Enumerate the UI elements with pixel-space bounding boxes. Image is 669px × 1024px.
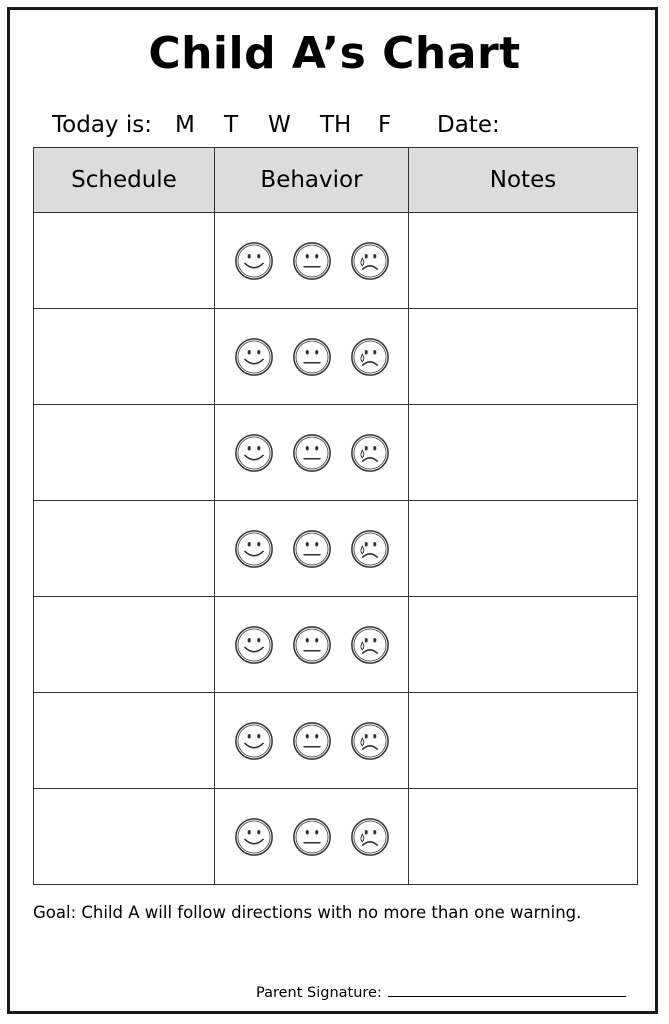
neutral-face-icon[interactable] bbox=[291, 624, 333, 666]
behavior-cell bbox=[215, 693, 409, 789]
behavior-chart-table bbox=[33, 147, 638, 885]
behavior-faces bbox=[215, 720, 408, 762]
notes-cell[interactable] bbox=[409, 501, 638, 597]
neutral-face-icon[interactable] bbox=[291, 432, 333, 474]
signature-label: Parent Signature: bbox=[256, 985, 382, 1001]
behavior-cell bbox=[215, 213, 409, 309]
parent-signature bbox=[256, 984, 626, 1001]
schedule-header: Schedule bbox=[34, 148, 215, 213]
day-tuesday[interactable]: T bbox=[224, 112, 239, 138]
happy-face-icon[interactable] bbox=[233, 432, 275, 474]
behavior-faces bbox=[215, 816, 408, 858]
behavior-faces bbox=[215, 240, 408, 282]
neutral-face-icon[interactable] bbox=[291, 240, 333, 282]
neutral-face-icon[interactable] bbox=[291, 720, 333, 762]
happy-face-icon[interactable] bbox=[233, 240, 275, 282]
notes-cell[interactable] bbox=[409, 405, 638, 501]
day-friday[interactable]: F bbox=[378, 112, 392, 138]
chart-title: Child A’s Chart bbox=[148, 28, 521, 79]
neutral-face-icon[interactable] bbox=[291, 528, 333, 570]
sad-face-icon[interactable] bbox=[349, 816, 391, 858]
table-row bbox=[34, 693, 638, 789]
day-wednesday[interactable]: W bbox=[268, 112, 291, 138]
behavior-faces bbox=[215, 624, 408, 666]
sad-face-icon[interactable] bbox=[349, 624, 391, 666]
notes-header: Notes bbox=[409, 148, 638, 213]
happy-face-icon[interactable] bbox=[233, 816, 275, 858]
schedule-cell[interactable] bbox=[34, 309, 215, 405]
day-thursday[interactable]: TH bbox=[320, 112, 352, 138]
schedule-cell[interactable] bbox=[34, 693, 215, 789]
behavior-header: Behavior bbox=[215, 148, 409, 213]
sad-face-icon[interactable] bbox=[349, 336, 391, 378]
happy-face-icon[interactable] bbox=[233, 720, 275, 762]
header-row bbox=[34, 148, 638, 213]
behavior-cell bbox=[215, 309, 409, 405]
behavior-cell bbox=[215, 501, 409, 597]
behavior-cell bbox=[215, 789, 409, 885]
happy-face-icon[interactable] bbox=[233, 336, 275, 378]
schedule-cell[interactable] bbox=[34, 405, 215, 501]
schedule-cell[interactable] bbox=[34, 789, 215, 885]
happy-face-icon[interactable] bbox=[233, 528, 275, 570]
notes-cell[interactable] bbox=[409, 309, 638, 405]
schedule-cell[interactable] bbox=[34, 597, 215, 693]
behavior-cell bbox=[215, 405, 409, 501]
goal-text: Goal: Child A will follow directions with no more than one warning. bbox=[33, 903, 582, 922]
table-row bbox=[34, 501, 638, 597]
happy-face-icon[interactable] bbox=[233, 624, 275, 666]
table-row bbox=[34, 309, 638, 405]
neutral-face-icon[interactable] bbox=[291, 816, 333, 858]
notes-cell[interactable] bbox=[409, 213, 638, 309]
sad-face-icon[interactable] bbox=[349, 720, 391, 762]
behavior-cell bbox=[215, 597, 409, 693]
table-row bbox=[34, 597, 638, 693]
date-label: Date: bbox=[437, 112, 500, 138]
today-label: Today is: bbox=[52, 112, 152, 138]
table-row bbox=[34, 405, 638, 501]
sad-face-icon[interactable] bbox=[349, 528, 391, 570]
notes-cell[interactable] bbox=[409, 693, 638, 789]
table-row bbox=[34, 213, 638, 309]
neutral-face-icon[interactable] bbox=[291, 336, 333, 378]
schedule-cell[interactable] bbox=[34, 501, 215, 597]
behavior-faces bbox=[215, 336, 408, 378]
schedule-cell[interactable] bbox=[34, 213, 215, 309]
behavior-faces bbox=[215, 528, 408, 570]
day-monday[interactable]: M bbox=[175, 112, 195, 138]
behavior-faces bbox=[215, 432, 408, 474]
sad-face-icon[interactable] bbox=[349, 240, 391, 282]
notes-cell[interactable] bbox=[409, 789, 638, 885]
sad-face-icon[interactable] bbox=[349, 432, 391, 474]
notes-cell[interactable] bbox=[409, 597, 638, 693]
table-row bbox=[34, 789, 638, 885]
signature-line[interactable] bbox=[388, 984, 626, 997]
